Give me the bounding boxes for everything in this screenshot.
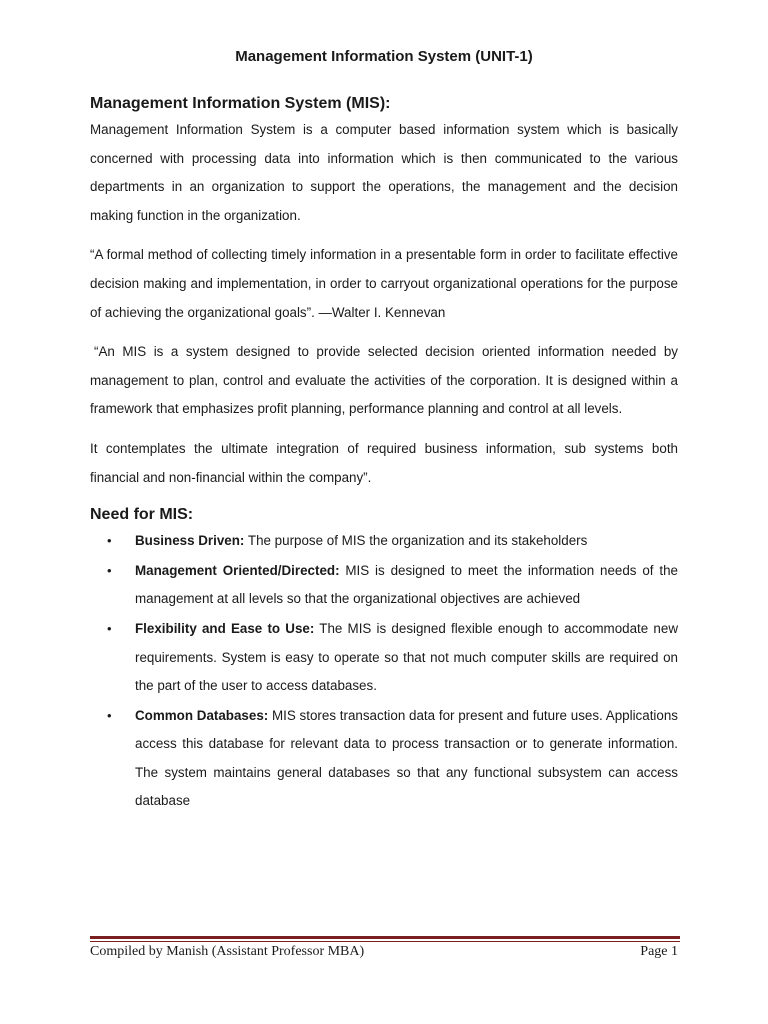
footer-divider [90,936,680,942]
list-item-text: MIS is designed to meet the information needs of the management at all levels so that the organizational objectives are achieved [135,562,679,607]
bullet-icon: • [107,562,112,578]
list-item-term: Common Databases: [135,707,269,723]
list-item-term: Business Driven: [135,533,245,549]
paragraph-mis-quote: “An MIS is a system designed to provide selected decision oriented information needed by management to plan, control and evaluate the activities of the corporation. It is designed within a framework that emphasizes profit planning, performance planning and control at all levels. [90,344,678,417]
paragraph-kennevan-quote: “A formal method of collecting timely information in a presentable form in order to facilitate effective decision making and implementation, in order to carryout organizational operations for the purpose of achieving the organizational goals”. —Walter I. Kennevan [90,247,678,320]
need-for-mis-list [90,527,678,816]
bullet-icon: • [107,533,112,549]
document-title: Management Information System (UNIT-1) [235,48,533,65]
list-item-term: Management Oriented/Directed: [135,562,340,578]
footer-divider-thick [90,936,680,939]
footer-author: Compiled by Manish (Assistant Professor MBA) [90,944,365,959]
list-item [107,557,679,614]
section-heading-mis: Management Information System (MIS): [90,95,391,112]
paragraph-definition: Management Information System is a computer based information system which is basically concerned with processing data into information which is then communicated to the various departments in an organization to support the operations, the management and the decision making function in the organization. [90,122,678,223]
list-item-text: MIS stores transaction data for present and future uses. Applications access this database for relevant data to process transaction or to generate information. The system maintains general databases so that any functional subsystem can access database [135,707,678,809]
document-body [90,92,678,817]
list-item [107,615,678,701]
list-item-text: The purpose of MIS the organization and its stakeholders [244,533,588,549]
section-heading-need-for-mis: Need for MIS: [90,506,194,524]
bullet-icon: • [107,620,112,636]
bullet-icon: • [107,707,112,723]
footer-divider-thin [90,941,680,942]
list-item-text: The MIS is designed flexible enough to accommodate new requirements. System is easy to operate so that not much computer skills are required on the part of the user to access databases. [135,620,678,694]
list-item-term: Flexibility and Ease to Use: [135,620,315,636]
list-item [107,527,678,556]
list-item [107,702,678,816]
page-footer [90,944,678,960]
footer-page-number: Page 1 [640,944,678,959]
paragraph-integration: It contemplates the ultimate integration of required business information, sub systems both financial and non-financial within the company”. [90,440,678,485]
